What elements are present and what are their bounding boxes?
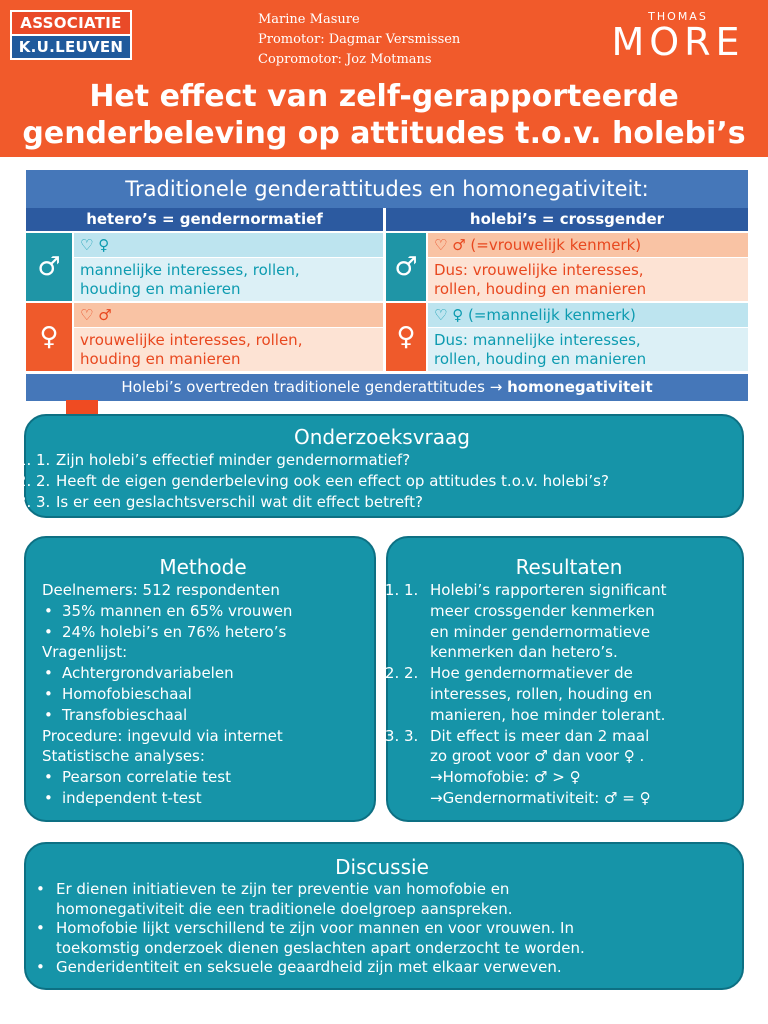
list-item <box>36 471 728 492</box>
item-text: Is er een geslachtsverschil wat dit effect betreft? <box>56 492 423 511</box>
gendernormativiteit-result: →Gendernormativiteit: ♂ = ♀ <box>430 788 651 807</box>
list-item: • independent t-test <box>42 788 364 809</box>
poster-title <box>0 78 768 152</box>
male-symbol-icon: ♂ <box>26 233 72 301</box>
methode-body <box>42 580 364 809</box>
research-questions-list <box>36 450 728 512</box>
male-symbol-icon: ♂ <box>386 233 426 301</box>
author-name: Marine Masure <box>258 12 360 27</box>
text-line: Hoe gendernormatiever de <box>430 664 633 683</box>
female-symbol-icon: ♀ <box>26 303 72 371</box>
copromotor: Copromotor: Joz Motmans <box>258 52 432 67</box>
header-banner <box>0 0 768 157</box>
list-item <box>34 880 730 919</box>
text-line: Dus: vrouwelijke interesses, <box>434 261 644 279</box>
text-line: toekomstig onderzoek dienen geslachten apart onderzocht te worden. <box>56 938 585 957</box>
left-male-attraction: ♡ ♀ <box>74 233 383 257</box>
section-title: Onderzoeksvraag <box>294 425 470 449</box>
text-line: houding en manieren <box>80 280 241 298</box>
text-line: homonegativiteit die een traditionele doelgroep aanspreken. <box>56 899 513 918</box>
list-item: • Transfobieschaal <box>42 705 364 726</box>
item-text: Zijn holebi’s effectief minder gendernormatief? <box>56 451 411 469</box>
text-line: houding en manieren <box>80 350 241 368</box>
results-list <box>404 580 734 809</box>
column-header-holebi: holebi’s = crossgender <box>386 208 748 231</box>
logo-more: MORE <box>611 20 745 64</box>
discussie-box <box>24 842 744 990</box>
list-item: • Pearson correlatie test <box>42 767 364 788</box>
author-block <box>258 10 460 70</box>
section-title: Methode <box>159 555 247 579</box>
methode-box <box>24 536 376 822</box>
text-line: rollen, houding en manieren <box>434 350 647 368</box>
left-female-attraction: ♡ ♂ <box>74 303 383 327</box>
text-line: vrouwelijke interesses, rollen, <box>80 331 303 349</box>
participants-list <box>42 601 364 643</box>
footer-bold: homonegativiteit <box>507 378 653 396</box>
female-symbol-icon: ♀ <box>386 303 426 371</box>
text-line: Dit effect is meer dan 2 maal <box>430 726 650 745</box>
text-line: zo groot voor ♂ dan voor ♀ . <box>430 747 645 766</box>
table-footer <box>26 374 748 401</box>
text-line: • Genderidentiteit en seksuele geaardheid zijn met elkaar verweven. <box>56 958 562 976</box>
participants-line: Deelnemers: 512 respondenten <box>42 581 280 599</box>
right-female-attraction: ♡ ♀ (=mannelijk kenmerk) <box>428 303 748 327</box>
list-item <box>34 919 730 958</box>
text-line: • Er dienen initiatieven te zijn ter preventie van homofobie en <box>56 880 510 898</box>
procedure-line: Procedure: ingevuld via internet <box>42 726 283 745</box>
text-line: meer crossgender kenmerken <box>430 601 655 620</box>
list-item: • Achtergrondvariabelen <box>42 663 364 684</box>
analyses-line: Statistische analyses: <box>42 747 205 766</box>
item-number: 2. 2. <box>404 664 419 683</box>
promotor: Promotor: Dagmar Versmissen <box>258 32 461 47</box>
discussion-list <box>34 880 730 978</box>
item-number: 3. 3. <box>36 492 51 511</box>
text-line: interesses, rollen, houding en <box>430 684 653 703</box>
left-female-description <box>74 328 383 371</box>
logo-thomas: THOMAS <box>648 10 708 23</box>
text-line: Dus: mannelijke interesses, <box>434 331 641 349</box>
section-title: Discussie <box>335 855 429 879</box>
list-item <box>36 450 728 471</box>
analyses-list <box>42 767 364 809</box>
list-item <box>404 726 734 809</box>
list-item: • 24% holebi’s en 76% hetero’s <box>42 622 364 643</box>
title-line-2: genderbeleving op attitudes t.o.v. holebi’s <box>22 116 746 151</box>
list-item: • 35% mannen en 65% vrouwen <box>42 601 364 622</box>
right-male-description <box>428 258 748 301</box>
questionnaire-list <box>42 663 364 725</box>
text-line: Holebi’s rapporteren significant <box>430 581 667 599</box>
associatie-kuleuven-logo <box>10 10 132 60</box>
resultaten-box <box>386 536 744 822</box>
item-number: 3. 3. <box>404 726 419 745</box>
right-female-description <box>428 328 748 371</box>
logo-line-associatie: ASSOCIATIE <box>12 12 130 34</box>
column-header-hetero: hetero’s = gendernormatief <box>26 208 383 231</box>
text-line: manieren, hoe minder tolerant. <box>430 705 666 724</box>
footer-text: Holebi’s overtreden traditionele genderattitudes → <box>121 378 508 396</box>
list-item <box>404 580 734 663</box>
text-line: kenmerken dan hetero’s. <box>430 643 618 662</box>
questionnaire-line: Vragenlijst: <box>42 643 128 662</box>
list-item <box>404 663 734 725</box>
text-line: mannelijke interesses, rollen, <box>80 261 300 279</box>
item-number: 2. 2. <box>36 471 51 490</box>
item-text: Heeft de eigen genderbeleving ook een effect op attitudes t.o.v. holebi’s? <box>56 471 609 490</box>
text-line: en minder gendernormatieve <box>430 622 651 641</box>
list-item <box>34 958 730 978</box>
homofobie-result: →Homofobie: ♂ > ♀ <box>430 768 581 787</box>
list-item: • Homofobieschaal <box>42 684 364 705</box>
logo-line-kuleuven: K.U.LEUVEN <box>12 36 130 58</box>
list-item <box>36 492 728 513</box>
onderzoeksvraag-box <box>24 414 744 518</box>
title-line-1: Het effect van zelf-gerapporteerde <box>89 79 679 114</box>
text-line: • Homofobie lijkt verschillend te zijn voor mannen en voor vrouwen. In <box>56 919 574 937</box>
item-number: 1. 1. <box>36 451 51 469</box>
right-male-attraction: ♡ ♂ (=vrouwelijk kenmerk) <box>428 233 748 257</box>
left-male-description <box>74 258 383 301</box>
text-line: rollen, houding en manieren <box>434 280 647 298</box>
section-title: Resultaten <box>515 555 623 579</box>
thomas-more-logo <box>608 10 748 66</box>
table-title: Traditionele genderattitudes en homonegativiteit: <box>26 170 748 208</box>
item-number: 1. 1. <box>404 581 419 599</box>
